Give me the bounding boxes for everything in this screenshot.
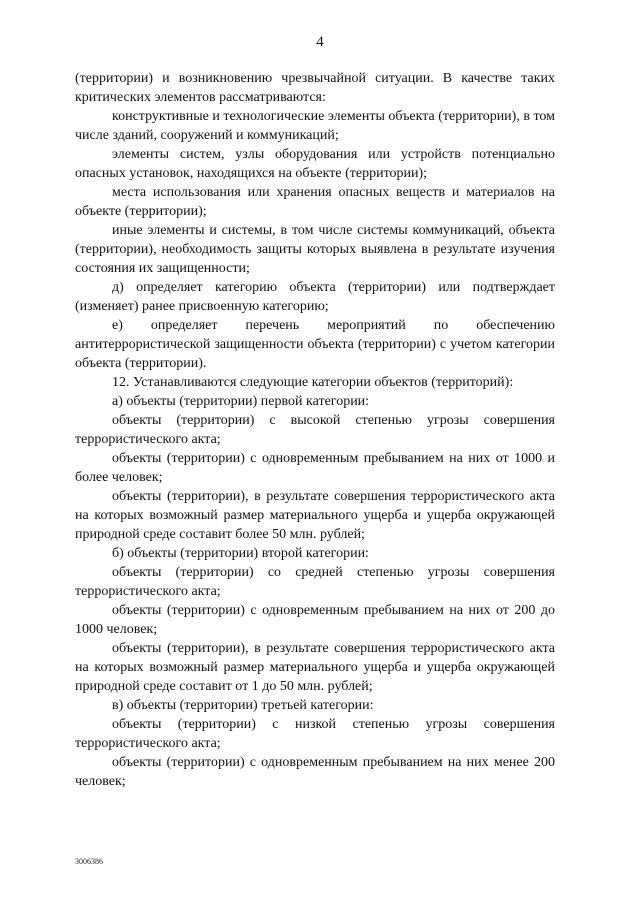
paragraph: а) объекты (территории) первой категории: <box>112 394 370 409</box>
paragraph: объекты (территории) с одновременным пребыванием на них менее 200 человек; <box>75 755 555 789</box>
paragraph: объекты (территории) с одновременным пребыванием на них от 1000 и более человек; <box>75 451 555 485</box>
paragraph: объекты (территории) с высокой степенью угрозы совершения террористического акта; <box>75 413 555 447</box>
paragraph: объекты (территории), в результате совершения террористического акта на которых возможный размер материального ущерба и ущерба окружающей природной среде составит от 1 до 50 млн. рублей; <box>75 641 555 694</box>
paragraph: объекты (территории), в результате совершения террористического акта на которых возможный размер материального ущерба и ущерба окружающей природной среде составит более 50 млн. рублей; <box>75 489 555 542</box>
paragraph: е) определяет перечень мероприятий по обеспечению антитеррористической защищенности объекта (территории) с учетом категории объекта (территории). <box>75 318 555 371</box>
paragraph: (территории) и возникновению чрезвычайной ситуации. В качестве таких критических элементов рассматриваются: <box>75 71 555 105</box>
paragraph: объекты (территории) с низкой степенью угрозы совершения террористического акта; <box>75 717 555 751</box>
page-number: 4 <box>316 34 324 50</box>
paragraph: в) объекты (территории) третьей категории: <box>112 698 374 713</box>
paragraph: объекты (территории) со средней степенью угрозы совершения террористического акта; <box>75 565 555 599</box>
paragraph: конструктивные и технологические элементы объекта (территории), в том числе зданий, сооружений и коммуникаций; <box>75 109 555 143</box>
paragraph: д) определяет категорию объекта (территории) или подтверждает (изменяет) ранее присвоенную категорию; <box>75 280 555 314</box>
document-code: 3006386 <box>75 857 103 866</box>
paragraph: объекты (территории) с одновременным пребыванием на них от 200 до 1000 человек; <box>75 603 555 637</box>
paragraph: элементы систем, узлы оборудования или устройств потенциально опасных установок, находящихся на объекте (территории); <box>75 147 555 181</box>
document-body <box>75 69 555 791</box>
paragraph: места использования или хранения опасных веществ и материалов на объекте (территории); <box>75 185 555 219</box>
paragraph: иные элементы и системы, в том числе системы коммуникаций, объекта (территории), необходимость защиты которых выявлена в результате изучения состояния их защищенности; <box>75 223 555 276</box>
paragraph: 12. Устанавливаются следующие категории объектов (территорий): <box>112 375 514 390</box>
paragraph: б) объекты (территории) второй категории: <box>112 546 369 561</box>
